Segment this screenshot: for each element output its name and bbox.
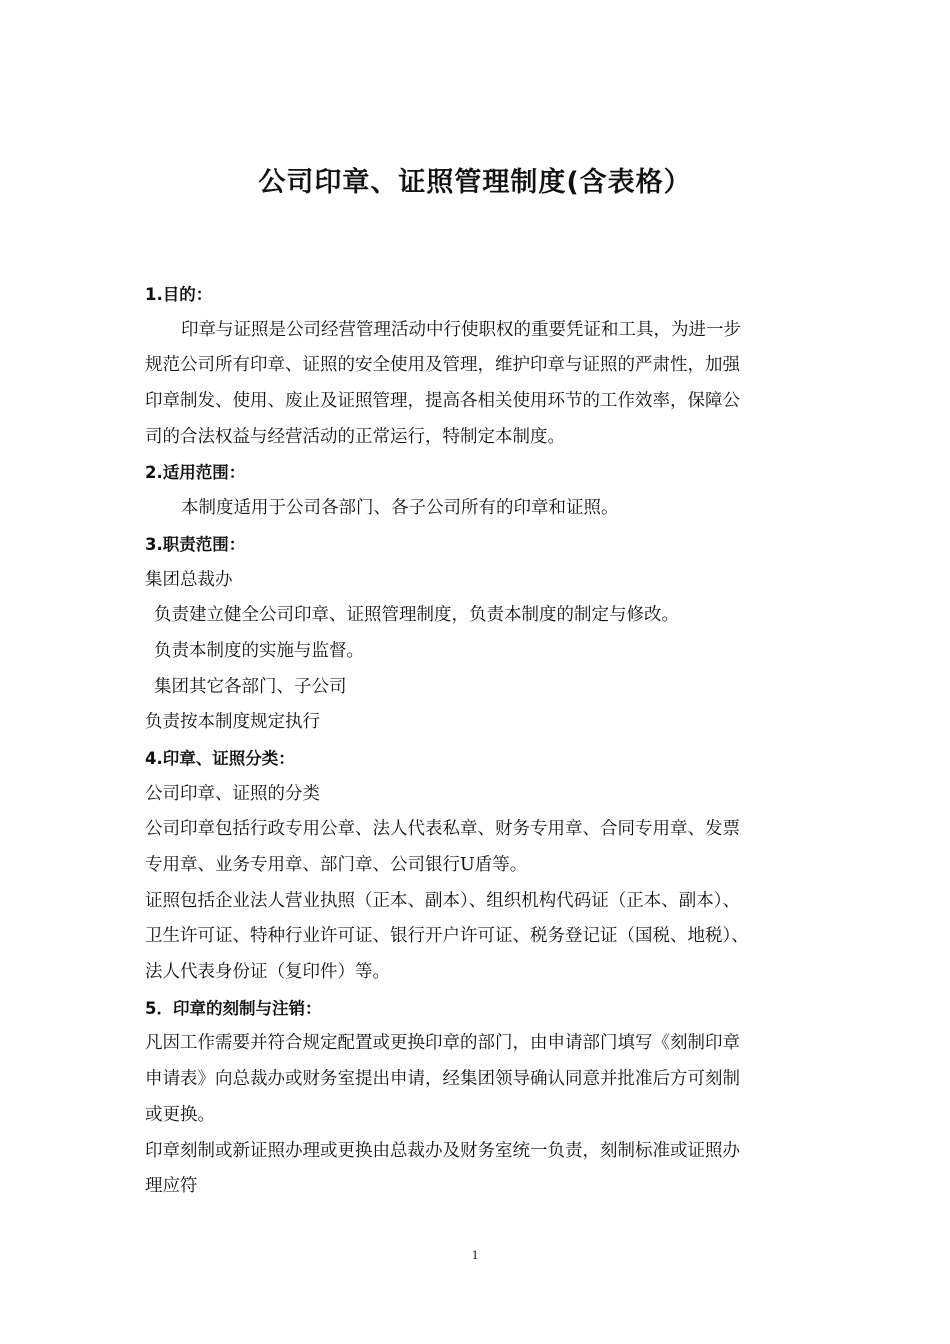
section-heading: 5．印章的刻制与注销：	[145, 998, 322, 1018]
document-title: 公司印章、证照管理制度(含表格）	[258, 167, 692, 198]
paragraph-line: 申请表》向总裁办或财务室提出申请，经集团领导确认同意并批准后方可刻制	[145, 1069, 740, 1090]
paragraph-line: 规范公司所有印章、证照的安全使用及管理，维护印章与证照的严肃性，加强	[145, 355, 740, 376]
paragraph-line: 公司印章包括行政专用公章、法人代表私章、财务专用章、合同专用章、发票	[145, 819, 740, 840]
paragraph-line: 理应符	[145, 1176, 198, 1197]
paragraph-line: 专用章、业务专用章、部门章、公司银行U盾等。	[145, 855, 528, 875]
section-heading: 1.目的：	[145, 285, 213, 304]
section-heading: 3.职责范围：	[145, 534, 246, 554]
paragraph-line: 负责按本制度规定执行	[145, 712, 320, 733]
paragraph-line: 负责建立健全公司印章、证照管理制度，负责本制度的制定与修改。	[154, 605, 679, 626]
paragraph-line: 集团其它各部门、子公司	[154, 676, 347, 697]
paragraph-line: 凡因工作需要并符合规定配置或更换印章的部门，由申请部门填写《刻制印章	[145, 1033, 740, 1054]
paragraph-line: 卫生许可证、特种行业许可证、银行开户许可证、税务登记证（国税、地税）、	[145, 926, 749, 947]
paragraph-line: 或更换。	[145, 1104, 215, 1125]
paragraph-line: 印章刻制或新证照办理或更换由总裁办及财务室统一负责，刻制标准或证照办	[145, 1140, 740, 1161]
section-heading: 4.印章、证照分类：	[145, 748, 295, 768]
paragraph-line: 司的合法权益与经营活动的正常运行，特制定本制度。	[145, 426, 565, 447]
paragraph-line: 印章与证照是公司经营管理活动中行使职权的重要凭证和工具，为进一步	[181, 319, 741, 340]
paragraph-line: 公司印章、证照的分类	[145, 783, 320, 804]
paragraph-line: 集团总裁办	[145, 569, 233, 590]
page-number: 1	[471, 1247, 479, 1262]
document-body	[145, 277, 825, 1205]
section-heading: 2.适用范围：	[145, 463, 246, 483]
paragraph-line: 证照包括企业法人营业执照（正本、副本）、组织机构代码证（正本、副本）、	[145, 890, 740, 911]
paragraph-line: 本制度适用于公司各部门、各子公司所有的印章和证照。	[181, 498, 619, 519]
paragraph-line: 法人代表身份证（复印件）等。	[145, 962, 390, 983]
paragraph-line: 印章制发、使用、废止及证照管理，提高各相关使用环节的工作效率，保障公	[145, 391, 740, 412]
paragraph-line: 负责本制度的实施与监督。	[154, 640, 364, 661]
